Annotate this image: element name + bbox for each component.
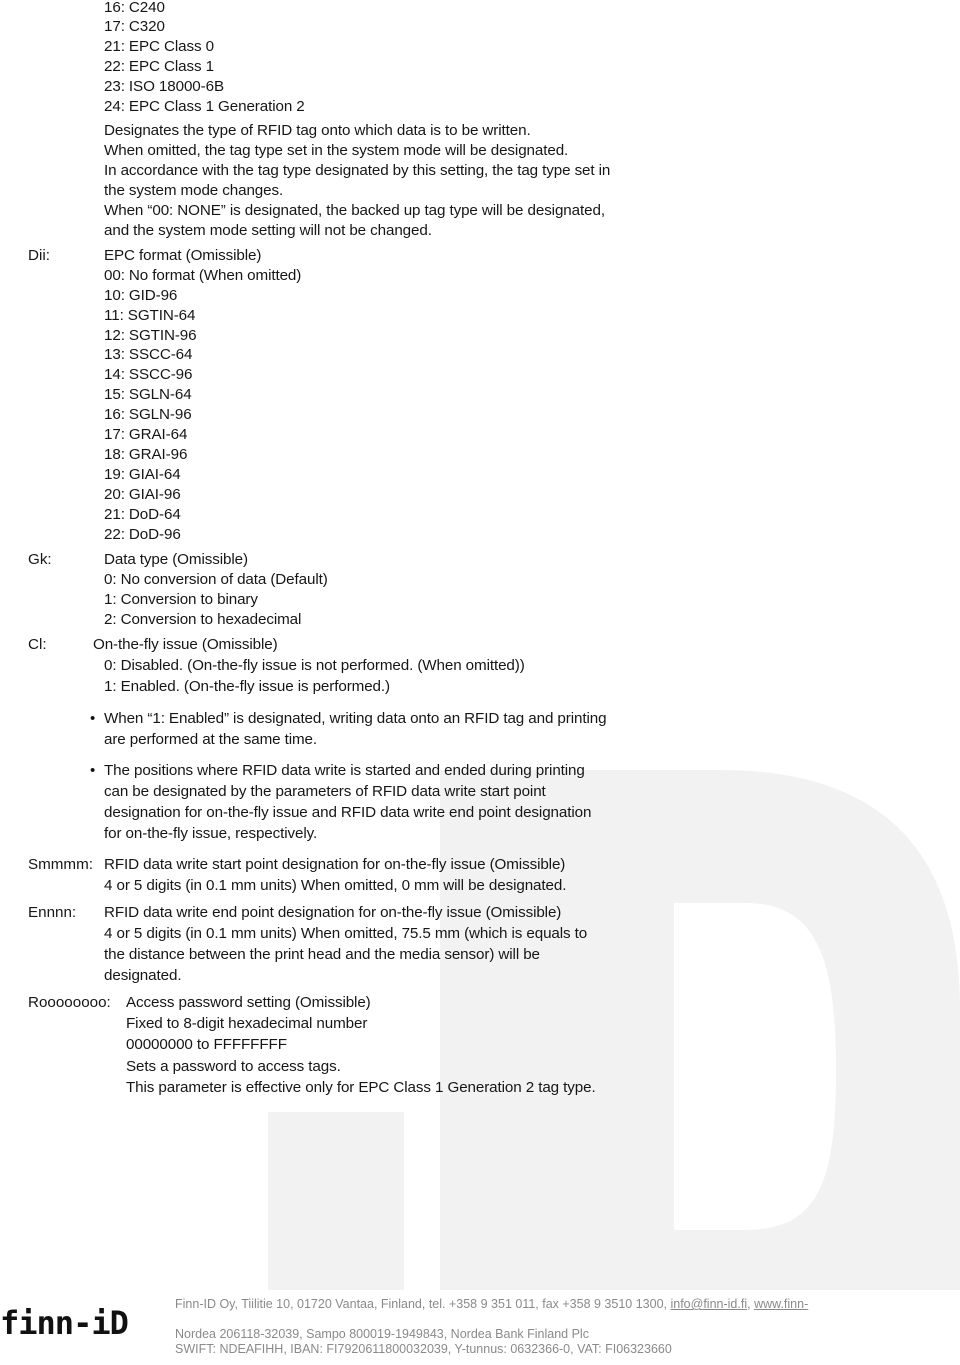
param-label-smmmm: Smmmm: (28, 856, 93, 873)
param-label-rooo: Roooooooo: (28, 994, 111, 1011)
gk-line: 1: Conversion to binary (104, 591, 258, 608)
bullet-marker: • (90, 762, 96, 779)
dii-line: 00: No format (When omitted) (104, 267, 302, 284)
dii-line: 20: GIAI-96 (104, 486, 181, 503)
param-label-dii: Dii: (28, 247, 50, 264)
cl-title: On-the-fly issue (Omissible) (93, 636, 278, 653)
dii-line: 13: SSCC-64 (104, 346, 193, 363)
rooo-line: Fixed to 8-digit hexadecimal number (126, 1015, 368, 1032)
footer-separator: , (747, 1297, 755, 1311)
dii-line: 16: SGLN-96 (104, 406, 192, 423)
param-label-gk: Gk: (28, 551, 52, 568)
logo-text: finn-iD (0, 1304, 128, 1339)
page-footer (0, 1290, 960, 1365)
dii-line: 15: SGLN-64 (104, 386, 192, 403)
ennnn-line: the distance between the print head and the media sensor) will be (104, 946, 540, 963)
tag-type-item: 17: C320 (104, 18, 165, 35)
ennnn-line: RFID data write end point designation for on-the-fly issue (Omissible) (104, 904, 562, 921)
param-label-cl: Cl: (28, 636, 47, 653)
gk-line: 0: No conversion of data (Default) (104, 571, 328, 588)
footer-email-link[interactable]: info@finn-id.fi (670, 1297, 748, 1311)
cl-option: 0: Disabled. (On-the-fly issue is not performed. (When omitted)) (104, 657, 525, 674)
description-line: Designates the type of RFID tag onto which data is to be written. (104, 122, 531, 139)
tag-type-item: 21: EPC Class 0 (104, 38, 214, 55)
footer-bank-line: Nordea 206118-32039, Sampo 800019-1949843, Nordea Bank Finland Plc (175, 1327, 589, 1341)
tag-type-item: 23: ISO 18000-6B (104, 78, 224, 95)
cl-option: 1: Enabled. (On-the-fly issue is performed.) (104, 678, 390, 695)
bullet-line: When “1: Enabled” is designated, writing data onto an RFID tag and printing (104, 710, 607, 727)
tag-type-item: 22: EPC Class 1 (104, 58, 214, 75)
bullet-line: can be designated by the parameters of RFID data write start point (104, 783, 546, 800)
bullet-line: are performed at the same time. (104, 731, 317, 748)
tag-type-item: 16: C240 (104, 0, 165, 16)
smmmm-line: RFID data write start point designation for on-the-fly issue (Omissible) (104, 856, 566, 873)
description-line: In accordance with the tag type designated by this setting, the tag type set in (104, 162, 611, 179)
ennnn-line: 4 or 5 digits (in 0.1 mm units) When omitted, 75.5 mm (which is equals to (104, 925, 588, 942)
dii-line: 21: DoD-64 (104, 506, 181, 523)
gk-line: Data type (Omissible) (104, 551, 248, 568)
bullet-line: The positions where RFID data write is started and ended during printing (104, 762, 585, 779)
dii-line: 11: SGTIN-64 (104, 307, 196, 324)
dii-line: 10: GID-96 (104, 287, 178, 304)
bullet-line: for on-the-fly issue, respectively. (104, 825, 318, 842)
param-label-ennnn: Ennnn: (28, 904, 77, 921)
footer-address: Finn-ID Oy, Tiilitie 10, 01720 Vantaa, Finland, tel. +358 9 351 011, fax +358 9 3510 1300, (175, 1297, 671, 1311)
rooo-line: This parameter is effective only for EPC Class 1 Generation 2 tag type. (126, 1079, 596, 1096)
dii-line: 17: GRAI-64 (104, 426, 188, 443)
dii-line: 14: SSCC-96 (104, 366, 193, 383)
rooo-line: 00000000 to FFFFFFFF (126, 1036, 287, 1053)
dii-line: EPC format (Omissible) (104, 247, 262, 264)
bullet-marker: • (90, 710, 96, 727)
rooo-line: Sets a password to access tags. (126, 1058, 341, 1075)
footer-web-link[interactable]: www.finn- (754, 1297, 809, 1311)
description-line: and the system mode setting will not be changed. (104, 222, 432, 239)
dii-line: 22: DoD-96 (104, 526, 181, 543)
bullet-line: designation for on-the-fly issue and RFID data write end point designation (104, 804, 592, 821)
dii-line: 18: GRAI-96 (104, 446, 188, 463)
description-line: When omitted, the tag type set in the system mode will be designated. (104, 142, 569, 159)
ennnn-line: designated. (104, 967, 182, 984)
rooo-line: Access password setting (Omissible) (126, 994, 371, 1011)
dii-line: 12: SGTIN-96 (104, 327, 197, 344)
description-line: the system mode changes. (104, 182, 284, 199)
footer-swift-line: SWIFT: NDEAFIHH, IBAN: FI7920611800032039, Y-tunnus: 0632366-0, VAT: FI06323660 (175, 1342, 672, 1356)
description-line: When “00: NONE” is designated, the backed up tag type will be designated, (104, 202, 605, 219)
smmmm-line: 4 or 5 digits (in 0.1 mm units) When omitted, 0 mm will be designated. (104, 877, 567, 894)
gk-line: 2: Conversion to hexadecimal (104, 611, 302, 628)
tag-type-item: 24: EPC Class 1 Generation 2 (104, 98, 305, 115)
dii-line: 19: GIAI-64 (104, 466, 181, 483)
